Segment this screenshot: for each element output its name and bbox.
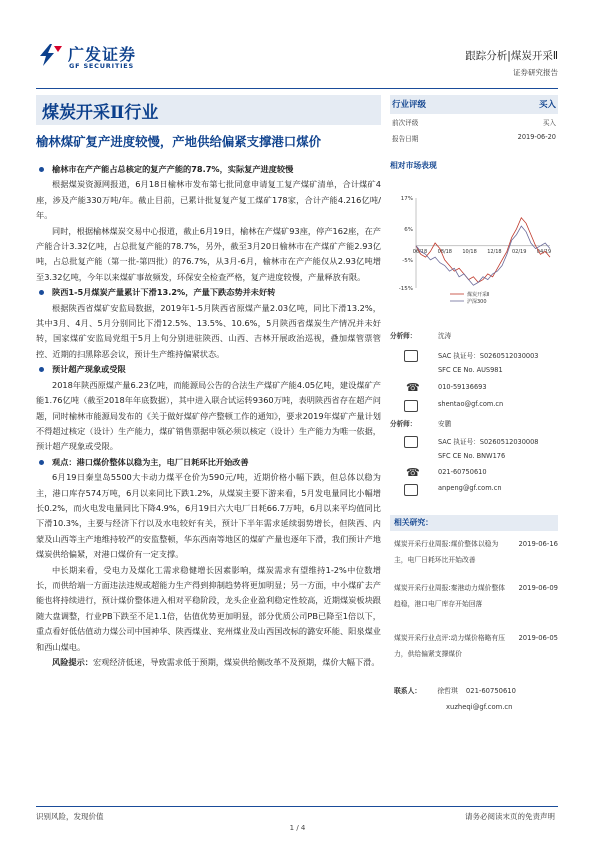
rating-value: 买入 bbox=[538, 100, 556, 110]
rating-panel bbox=[390, 95, 558, 171]
series-line-1 bbox=[416, 218, 550, 283]
series-line-2 bbox=[416, 226, 550, 285]
relative-performance-chart bbox=[390, 188, 558, 308]
risk-text: 宏观经济低迷，导致需求低于预期，煤炭供给侧改革不及预期，煤价大幅下滑。 bbox=[92, 657, 380, 667]
gf-logo-mark-icon bbox=[36, 42, 64, 68]
x-tick-label: 02/19 bbox=[511, 248, 527, 255]
related-item-date: 2019-06-05 bbox=[518, 634, 558, 642]
section-heading: 观点：港口煤价整体以稳为主，电厂日耗环比开始改善 bbox=[36, 455, 381, 470]
report-subtitle: 证券研究报告 bbox=[513, 68, 558, 77]
logo-cn-text: 广发证券 bbox=[68, 45, 137, 64]
id-card-icon bbox=[404, 436, 418, 448]
body-paragraph: 同时，根据榆林煤炭交易中心报道，截止6月19日，榆林在产煤矿93座，停产162座，在产产能合计3.32亿吨，占总批复产能的78.7%，另外，截至3月20日榆林市在产煤矿产能2.93亿吨，占总批复产能（第一批-第四批）的76.7%，从3月-6月，榆林市在产产能仅从2.93亿吨增至3.32亿吨，今年以来煤矿事故频发，环保安全检查严格，复产进度较慢，产量释放有限。 bbox=[36, 225, 381, 282]
footer-divider bbox=[36, 806, 558, 807]
gf-logo bbox=[36, 40, 166, 80]
analyst-sfc: SFC CE No. AUS981 bbox=[438, 366, 503, 374]
email-icon bbox=[404, 400, 418, 412]
analyst-phone: 021-60750610 bbox=[438, 468, 487, 476]
analyst-sac: SAC 执证号：S0260512030003 bbox=[438, 352, 539, 360]
related-item-text[interactable]: 煤炭开采行业周报:煤价整体以稳为主，电厂日耗环比开始改善 bbox=[394, 540, 499, 564]
industry-title: 煤炭开采Ⅱ行业 bbox=[42, 103, 159, 123]
section-heading: 预计超产现象或受限 bbox=[36, 362, 381, 377]
analyst-role: 分析师： bbox=[390, 420, 417, 428]
rating-label: 行业评级 bbox=[392, 100, 427, 110]
report-date-value: 2019-06-20 bbox=[517, 133, 556, 141]
section-heading: 陕西1-5月煤炭产量累计下滑13.2%，产量下跌态势并未好转 bbox=[36, 285, 381, 300]
prev-rating-value: 买入 bbox=[542, 119, 556, 127]
logo-en-text: GF SECURITIES bbox=[69, 62, 135, 70]
body-paragraph: 2018年陕西原煤产量6.23亿吨，而能源局公告的合法生产煤矿产能4.05亿吨，建设煤矿产能1.76亿吨（截至2018年年底数据），其中进入联合试运转9360万吨，表明陕西省存在超产问题，同时榆林市能源局发布的《关于做好煤矿停产整顿工作的通知》，要求2019年煤矿产量计划不得超过核定（设计）生产能力，煤矿销售票据申领必须以核定（设计）生产能力为唯一依据，预计超产现象或受限。 bbox=[36, 379, 381, 452]
contact-phone: 021-60750610 bbox=[465, 687, 516, 695]
header-divider bbox=[36, 88, 558, 89]
body-paragraph: 中长期来看，受电力及煤化工需求稳健增长因素影响，煤炭需求有望维持1-2%中位数增长，而供给端一方面违法违规或超能力生产得到抑制趋势将更加明显；另一方面，中小煤矿去产能也将持续进行，预计煤价整体进入相对平稳阶段，龙头企业盈利稳定性较高，近期煤炭板块跟随大盘调整，行业PB下跌至不足1.1倍，估值优势更加明显，部分优质公司PB已降至1倍以下，重点看好低估值动力煤公司中国神华、陕西煤业、兖州煤业及山西国改标的潞安环能、阳泉煤业和西山煤电。 bbox=[36, 564, 381, 652]
x-tick-label: 12/18 bbox=[487, 248, 502, 255]
legend-label: 沪深300 bbox=[467, 299, 487, 305]
analyst-email[interactable]: anpeng@gf.com.cn bbox=[438, 484, 502, 492]
body-paragraph: 根据陕西省煤矿安监局数据，2019年1-5月陕西省原煤产量2.03亿吨，同比下滑13.2%，其中3月、4月、5月分别同比下滑12.5%、13.5%、10.6%，5月陕西省煤炭生产情况并未好转，国家煤矿安监局党组于5月上旬分别进驻陕西、山西、吉林开展政治巡视，叠加煤管票管控、近期的扫黑除恶会议，预计生产维持偏紧状态。 bbox=[36, 302, 381, 359]
report-date-label: 报告日期 bbox=[392, 135, 419, 143]
footer-slogan: 识别风险，发现价值 bbox=[36, 812, 104, 821]
chart-section-title: 相对市场表现 bbox=[390, 161, 437, 170]
analyst-phone: 010-59136693 bbox=[438, 383, 487, 391]
x-tick-label: 10/18 bbox=[462, 248, 477, 255]
analyst-sfc: SFC CE No. BNW176 bbox=[438, 452, 506, 460]
section-heading: 榆林市在产产能占总核定的复产产能的78.7%，实际复产进度较慢 bbox=[36, 162, 381, 177]
report-title: 榆林煤矿复产进度较慢，产地供给偏紧支撑港口煤价 bbox=[36, 134, 321, 149]
contact-name: 徐哲琪 bbox=[437, 687, 458, 695]
page-header bbox=[36, 40, 566, 86]
risk-paragraph bbox=[36, 655, 381, 670]
analyst-sac: SAC 执证号：S0260512030008 bbox=[438, 438, 539, 446]
related-item-date: 2019-06-09 bbox=[518, 584, 558, 592]
body-paragraph: 6月19日秦皇岛5500大卡动力煤平仓价为590元/吨，近期价格小幅下跌，但总体以稳为主，港口库存574万吨，6月以来同比下跌1.2%，从煤炭主要下游来看，5月发电量同比小幅增长0.2%，而火电发电量同比下降4.9%，6月19日六大电厂日耗66.7万吨，6月以来平均值同比下滑10.3%，主要与经济下行以及水电较好有关，预计下半年需求延续弱势增长，但陕西、内蒙及山西等主产地维持较严的安监整顿，华东西南等地区的煤矿产量也逐年下滑，我们预计产地煤炭供给偏紧，对港口煤价有一定支撑。 bbox=[36, 472, 381, 560]
related-item-text[interactable]: 煤炭开采行业周报:秦港动力煤价整体趋稳，港口电厂库存开始回落 bbox=[394, 584, 506, 608]
chart-svg bbox=[390, 188, 558, 308]
phone-icon: ☎ bbox=[406, 381, 420, 394]
contact-label: 联系人： bbox=[394, 687, 422, 695]
x-tick-label: 06/18 bbox=[412, 248, 428, 255]
contact-block bbox=[394, 683, 516, 715]
analyst-name: 安鹏 bbox=[438, 420, 452, 428]
x-tick-label: 04/19 bbox=[536, 248, 552, 255]
report-type: 跟踪分析|煤炭开采Ⅱ bbox=[465, 50, 558, 62]
related-item[interactable] bbox=[394, 536, 558, 568]
related-item-date: 2019-06-16 bbox=[518, 540, 558, 548]
previous-rating bbox=[390, 114, 558, 130]
id-card-icon bbox=[404, 350, 418, 362]
related-item[interactable] bbox=[394, 630, 558, 662]
related-item-text[interactable]: 煤炭开采行业点评:动力煤价格略有压力，供给偏紧支撑煤价 bbox=[394, 634, 506, 658]
y-tick-label: -5% bbox=[402, 257, 413, 264]
email-icon bbox=[404, 484, 418, 496]
industry-banner bbox=[36, 95, 381, 125]
page-number: 1 / 4 bbox=[289, 824, 306, 832]
contact-email[interactable]: xuzheqi@gf.com.cn bbox=[446, 703, 513, 711]
related-item[interactable] bbox=[394, 580, 558, 612]
y-tick-label: -15% bbox=[398, 286, 413, 292]
analyst-name: 沈涛 bbox=[438, 332, 452, 340]
footer-disclaimer: 请务必阅读末页的免责声明 bbox=[465, 812, 555, 821]
legend-label: 煤炭开采Ⅱ bbox=[467, 292, 490, 298]
prev-rating-label: 前次评级 bbox=[392, 119, 419, 127]
x-tick-label: 08/18 bbox=[437, 248, 453, 255]
phone-icon: ☎ bbox=[406, 466, 420, 479]
body-paragraph: 根据煤炭资源网报道，6月18日榆林市发布第七批同意申请复工复产煤矿清单，合计煤矿4座，涉及产能330万吨/年。截止目前，已累计批复复产复工煤矿178家，合计产能4.216亿吨/年。 bbox=[36, 179, 381, 221]
analyst-email[interactable]: shentao@gf.com.cn bbox=[438, 400, 504, 408]
industry-rating bbox=[390, 95, 558, 114]
analyst-role: 分析师： bbox=[390, 332, 417, 340]
risk-lead: 风险提示： bbox=[52, 657, 93, 667]
report-body bbox=[36, 162, 381, 670]
related-research-title: 相关研究： bbox=[390, 515, 558, 531]
y-tick-label: 6% bbox=[404, 226, 413, 233]
y-tick-label: 17% bbox=[400, 196, 413, 202]
report-date bbox=[390, 130, 558, 146]
